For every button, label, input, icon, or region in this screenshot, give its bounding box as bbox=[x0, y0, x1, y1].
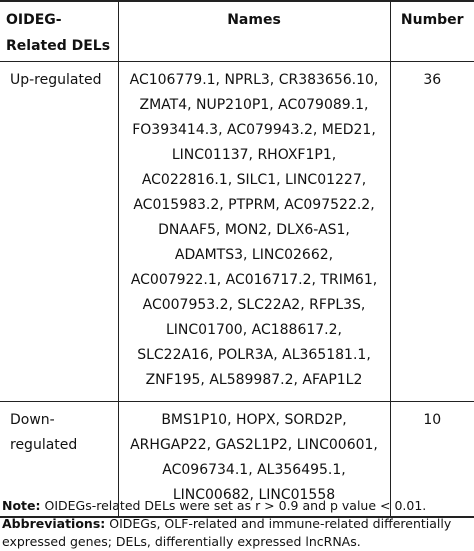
group-line: regulated bbox=[10, 436, 78, 453]
header-names: Names bbox=[118, 1, 390, 61]
note-text: OIDEGs-related DELs were set as r > 0.9 and p value < 0.01. bbox=[40, 498, 427, 513]
cell-group bbox=[0, 61, 118, 401]
note-label: Note: bbox=[2, 498, 41, 513]
group-line: Up-regulated bbox=[10, 71, 102, 88]
names-line: BMS1P10, HOPX, SORD2P, bbox=[161, 411, 347, 428]
names-line: AC015983.2, PTPRM, AC097522.2, bbox=[133, 196, 375, 213]
names-line: ZMAT4, NUP210P1, AC079089.1, bbox=[139, 96, 369, 113]
names-line: AC096734.1, AL356495.1, bbox=[162, 461, 346, 478]
names-line: DNAAF5, MON2, DLX6-AS1, bbox=[158, 221, 350, 238]
note-line bbox=[2, 497, 472, 515]
names-line: AC022816.1, SILC1, LINC01227, bbox=[141, 171, 367, 188]
names-line: LINC01700, AC188617.2, bbox=[166, 321, 342, 338]
names-line: SLC22A16, POLR3A, AL365181.1, bbox=[137, 346, 371, 363]
header-group-line2: Related DELs bbox=[6, 38, 111, 54]
names-line: ZNF195, AL589987.2, AFAP1L2 bbox=[145, 371, 363, 388]
header-group-line1: OIDEG- bbox=[6, 12, 62, 28]
names-line: FO393414.3, AC079943.2, MED21, bbox=[132, 121, 376, 138]
names-line: ARHGAP22, GAS2L1P2, LINC00601, bbox=[130, 436, 378, 453]
header-number: Number bbox=[390, 1, 474, 61]
table-header-row bbox=[0, 1, 474, 61]
abbreviations-label: Abbreviations: bbox=[2, 516, 106, 531]
group-line: Down- bbox=[10, 411, 55, 428]
names-line: AC106779.1, NPRL3, CR383656.10, bbox=[129, 71, 379, 88]
cell-names bbox=[118, 61, 390, 401]
table-notes bbox=[2, 497, 472, 551]
names-line: AC007953.2, SLC22A2, RFPL3S, bbox=[142, 296, 366, 313]
header-group bbox=[0, 1, 118, 61]
names-line: AC007922.1, AC016717.2, TRIM61, bbox=[130, 271, 378, 288]
abbreviations-line bbox=[2, 515, 472, 551]
cell-number: 36 bbox=[390, 61, 474, 401]
names-line: LINC00682, LINC01558 bbox=[172, 486, 336, 503]
names-line: LINC01137, RHOXF1P1, bbox=[171, 146, 337, 163]
abbreviations-text: OIDEGs, OLF-related and immune-related differentially expressed genes; DELs, differentially expressed lncRNAs. bbox=[2, 516, 452, 549]
names-line: ADAMTS3, LINC02662, bbox=[174, 246, 334, 263]
table-row-up-regulated bbox=[0, 61, 474, 401]
cell-number: 10 bbox=[423, 411, 442, 428]
